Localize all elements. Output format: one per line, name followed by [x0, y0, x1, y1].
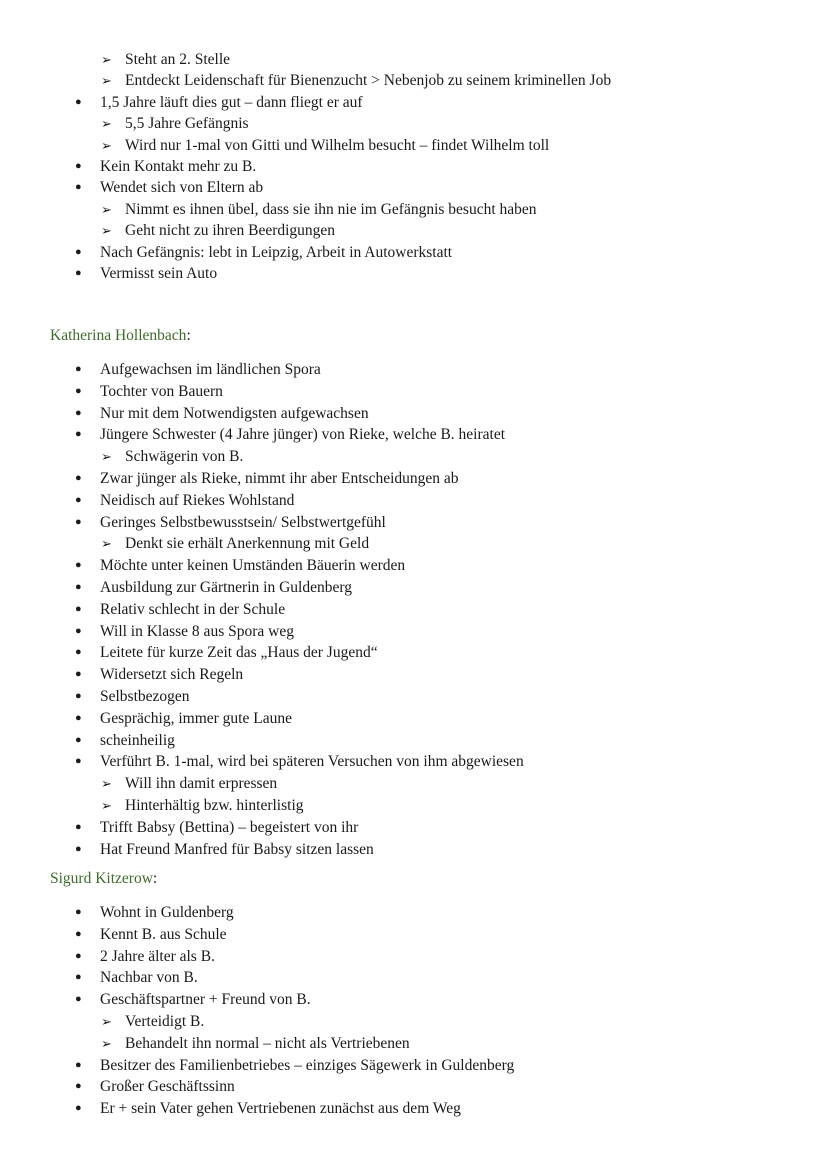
bullet-icon: ● — [75, 472, 82, 484]
list-item-text: Nimmt es ihnen übel, dass sie ihn nie im Gefängnis besucht haben — [125, 200, 537, 218]
arrow-bullet-icon: ➢ — [101, 73, 112, 89]
list-item-text: Denkt sie erhält Anerkennung mit Geld — [125, 535, 370, 553]
list-item-text: Verführt B. 1-mal, wird bei späteren Versuchen von ihm abgewiesen — [100, 753, 524, 771]
bullet-icon: ● — [75, 160, 82, 172]
arrow-bullet-icon: ➢ — [101, 1014, 112, 1029]
arrow-bullet-icon: ➢ — [101, 776, 112, 792]
list-item-text: Will ihn damit erpressen — [125, 775, 278, 793]
arrow-bullet-icon: ➢ — [101, 223, 112, 239]
list-item-text: Wendet sich von Eltern ab — [100, 179, 264, 197]
list-item-text: 2 Jahre älter als B. — [100, 947, 215, 965]
bullet-icon: ● — [75, 993, 82, 1006]
bullet-icon: ● — [75, 559, 82, 572]
arrow-bullet-icon: ➢ — [101, 116, 112, 132]
list-item-text: Selbstbezogen — [100, 688, 190, 705]
bullet-icon: ● — [75, 493, 82, 506]
bullet-icon: ● — [75, 384, 82, 397]
bullet-icon: ● — [75, 949, 82, 962]
bullet-icon: ● — [75, 971, 82, 984]
list-item-text: Besitzer des Familienbetriebes – einziges Sägewerk in Guldenberg — [100, 1056, 515, 1074]
list-item-text: Schwägerin von B. — [125, 448, 244, 466]
list-item-text: 5,5 Jahre Gefängnis — [125, 115, 249, 133]
bullet-icon: ● — [75, 181, 82, 194]
bullet-icon: ● — [75, 733, 82, 746]
bullet-icon: ● — [75, 406, 82, 419]
list-item-text: Hinterhältig bzw. hinterlistig — [125, 797, 304, 814]
list-item-text: Hat Freund Manfred für Babsy sitzen lassen — [100, 840, 374, 858]
bullet-icon: ● — [75, 1080, 82, 1093]
list-item-text: Behandelt ihn normal – nicht als Vertriebenen — [125, 1034, 410, 1052]
list-item-text: Er + sein Vater gehen Vertriebenen zunächst aus dem Weg — [100, 1100, 461, 1118]
list-item-text: Neidisch auf Riekes Wohlstand — [100, 491, 295, 509]
bullet-icon: ● — [75, 267, 82, 279]
bullet-icon: ● — [75, 1058, 82, 1071]
list-item-text: Möchte unter keinen Umständen Bäuerin werden — [100, 557, 406, 575]
list-item-text: Vermisst sein Auto — [100, 265, 218, 282]
list-item-text: Aufgewachsen im ländlichen Spora — [100, 361, 321, 378]
list-item-text: Wohnt in Guldenberg — [100, 904, 234, 921]
list-item-text: Ausbildung zur Gärtnerin in Guldenberg — [100, 579, 352, 596]
bullet-icon: ● — [75, 668, 82, 681]
list-item-text: Tochter von Bauern — [100, 382, 223, 400]
bullet-icon: ● — [75, 690, 82, 702]
arrow-bullet-icon: ➢ — [101, 137, 112, 153]
bullet-icon: ● — [75, 646, 82, 659]
arrow-bullet-icon: ➢ — [101, 201, 112, 217]
list-item-text: Geschäftspartner + Freund von B. — [100, 991, 311, 1009]
list-item-text: Zwar jünger als Rieke, nimmt ihr aber Entscheidungen ab — [100, 470, 459, 487]
list-item-text: Geringes Selbstbewusstsein/ Selbstwertgefühl — [100, 513, 386, 531]
bullet-icon: ● — [75, 624, 82, 637]
bullet-icon: ● — [75, 906, 82, 918]
bullet-icon: ● — [75, 1102, 82, 1115]
bullet-icon: ● — [75, 927, 82, 940]
section-heading-katherina: Katherina Hollenbach: — [50, 327, 191, 344]
list-item-text: Leitete für kurze Zeit das „Haus der Jugend“ — [100, 644, 378, 662]
list-item-text: Jüngere Schwester (4 Jahre jünger) von Rieke, welche B. heiratet — [100, 426, 506, 444]
bullet-icon: ● — [75, 602, 82, 615]
bullet-icon: ● — [75, 428, 82, 441]
bullet-icon: ● — [75, 515, 82, 528]
bullet-icon: ● — [75, 711, 82, 724]
bullet-icon: ● — [75, 820, 82, 833]
arrow-bullet-icon: ➢ — [101, 1035, 112, 1051]
list-item-text: Steht an 2. Stelle — [125, 51, 231, 68]
list-item-text: Wird nur 1-mal von Gitti und Wilhelm besucht – findet Wilhelm toll — [125, 136, 550, 154]
bullet-icon: ● — [75, 245, 82, 258]
list-item-text: Widersetzt sich Regeln — [100, 666, 244, 684]
bullet-icon: ● — [75, 363, 82, 375]
bullet-icon: ● — [75, 842, 82, 855]
list-item-text: Relativ schlecht in der Schule — [100, 600, 286, 618]
list-item-text: Kein Kontakt mehr zu B. — [100, 158, 257, 175]
list-item-text: Verteidigt B. — [125, 1013, 205, 1030]
list-item-text: Großer Geschäftssinn — [100, 1078, 235, 1096]
list-item-text: Trifft Babsy (Bettina) – begeistert von ihr — [100, 818, 359, 836]
arrow-bullet-icon: ➢ — [101, 536, 112, 552]
list-item-text: Nachbar von B. — [100, 969, 198, 987]
list-item-text: Nur mit dem Notwendigsten aufgewachsen — [100, 404, 369, 422]
list-item-text: Gesprächig, immer gute Laune — [100, 709, 292, 727]
list-item-text: scheinheilig — [100, 731, 175, 749]
arrow-bullet-icon: ➢ — [101, 798, 112, 813]
bullet-icon: ● — [75, 755, 82, 768]
bullet-icon: ● — [75, 581, 82, 593]
list-item-text: Entdeckt Leidenschaft für Bienenzucht > Nebenjob zu seinem kriminellen Job — [125, 72, 612, 90]
arrow-bullet-icon: ➢ — [101, 52, 112, 67]
list-item-text: Nach Gefängnis: lebt in Leipzig, Arbeit in Autowerkstatt — [100, 243, 453, 261]
list-item-text: 1,5 Jahre läuft dies gut – dann fliegt er auf — [100, 93, 363, 111]
list-item-text: Will in Klasse 8 aus Spora weg — [100, 622, 294, 640]
list-item-text: Kennt B. aus Schule — [100, 925, 227, 943]
bullet-icon: ● — [75, 95, 82, 108]
section-heading-sigurd: Sigurd Kitzerow: — [50, 870, 158, 887]
arrow-bullet-icon: ➢ — [101, 449, 112, 465]
list-item-text: Geht nicht zu ihren Beerdigungen — [125, 222, 336, 240]
